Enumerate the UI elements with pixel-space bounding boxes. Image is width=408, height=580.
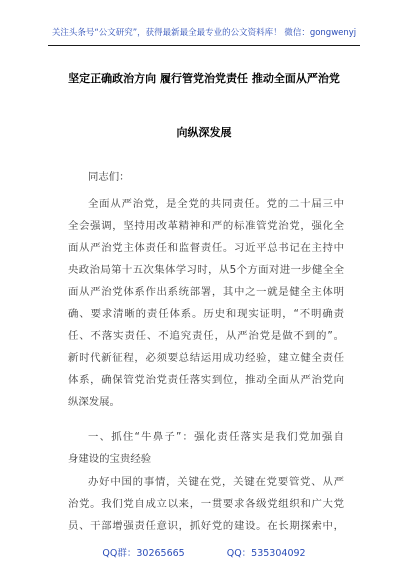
footer-qq: QQ：535304092 (226, 548, 306, 559)
section-heading-1 (68, 426, 344, 470)
paragraph-line: 新时代新征程，必须要总结运用成功经验，建立健全责任 (68, 352, 344, 364)
header-note: 关注头条号“公文研究”，获得最新最全最专业的公文资料库！ 微信：gongwenyj (51, 28, 357, 38)
paragraph-line: 任、不落实责任、不追究责任，从严治党是做不到的”。 (68, 330, 344, 342)
paragraph-line: 确、要求清晰的责任体系。历史和现实证明，“不明确责 (68, 308, 344, 320)
paragraph-line: 员、干部增强责任意识，抓好党的建设。在长期探索中， (68, 520, 344, 532)
paragraph-2 (68, 471, 344, 537)
footer-contact (0, 545, 408, 559)
document-title-line-2: 向纵深发展 (176, 126, 232, 139)
heading-line: 身建设的宝贵经验 (68, 453, 152, 465)
header-divider (48, 45, 360, 46)
paragraph-1 (68, 193, 344, 413)
paragraph-line: 全会强调，坚持用改革精神和严的标准管党治党，强化全 (68, 220, 344, 232)
paragraph-line: 办好中国的事情，关键在党，关键在党要管党、从严 (88, 476, 344, 488)
footer-qq-group: QQ群：30265665 (102, 548, 185, 559)
paragraph-line: 央政治局第十五次集体学习时，从5个方面对进一步健全全 (68, 264, 344, 276)
document-title-line-1: 坚定正确政治方向 履行管党治党责任 推动全面从严治党 (68, 72, 340, 85)
paragraph-line: 纵深发展。 (68, 396, 120, 408)
paragraph-line: 全面从严治党，是全党的共同责任。党的二十届三中 (88, 198, 344, 210)
paragraph-line: 面从严治党主体责任和监督责任。习近平总书记在主持中 (68, 242, 344, 254)
salutation: 同志们： (88, 171, 130, 183)
paragraph-line: 体系，确保管党治党责任落实到位，推动全面从严治党向 (68, 374, 344, 386)
paragraph-line: 治党。我们党自成立以来，一贯要求各级党组织和广大党 (68, 498, 344, 510)
heading-line: 一、抓住“牛鼻子”：强化责任落实是我们党加强自 (88, 431, 344, 443)
paragraph-line: 面从严治党体系作出系统部署，其中之一就是健全主体明 (68, 286, 344, 298)
